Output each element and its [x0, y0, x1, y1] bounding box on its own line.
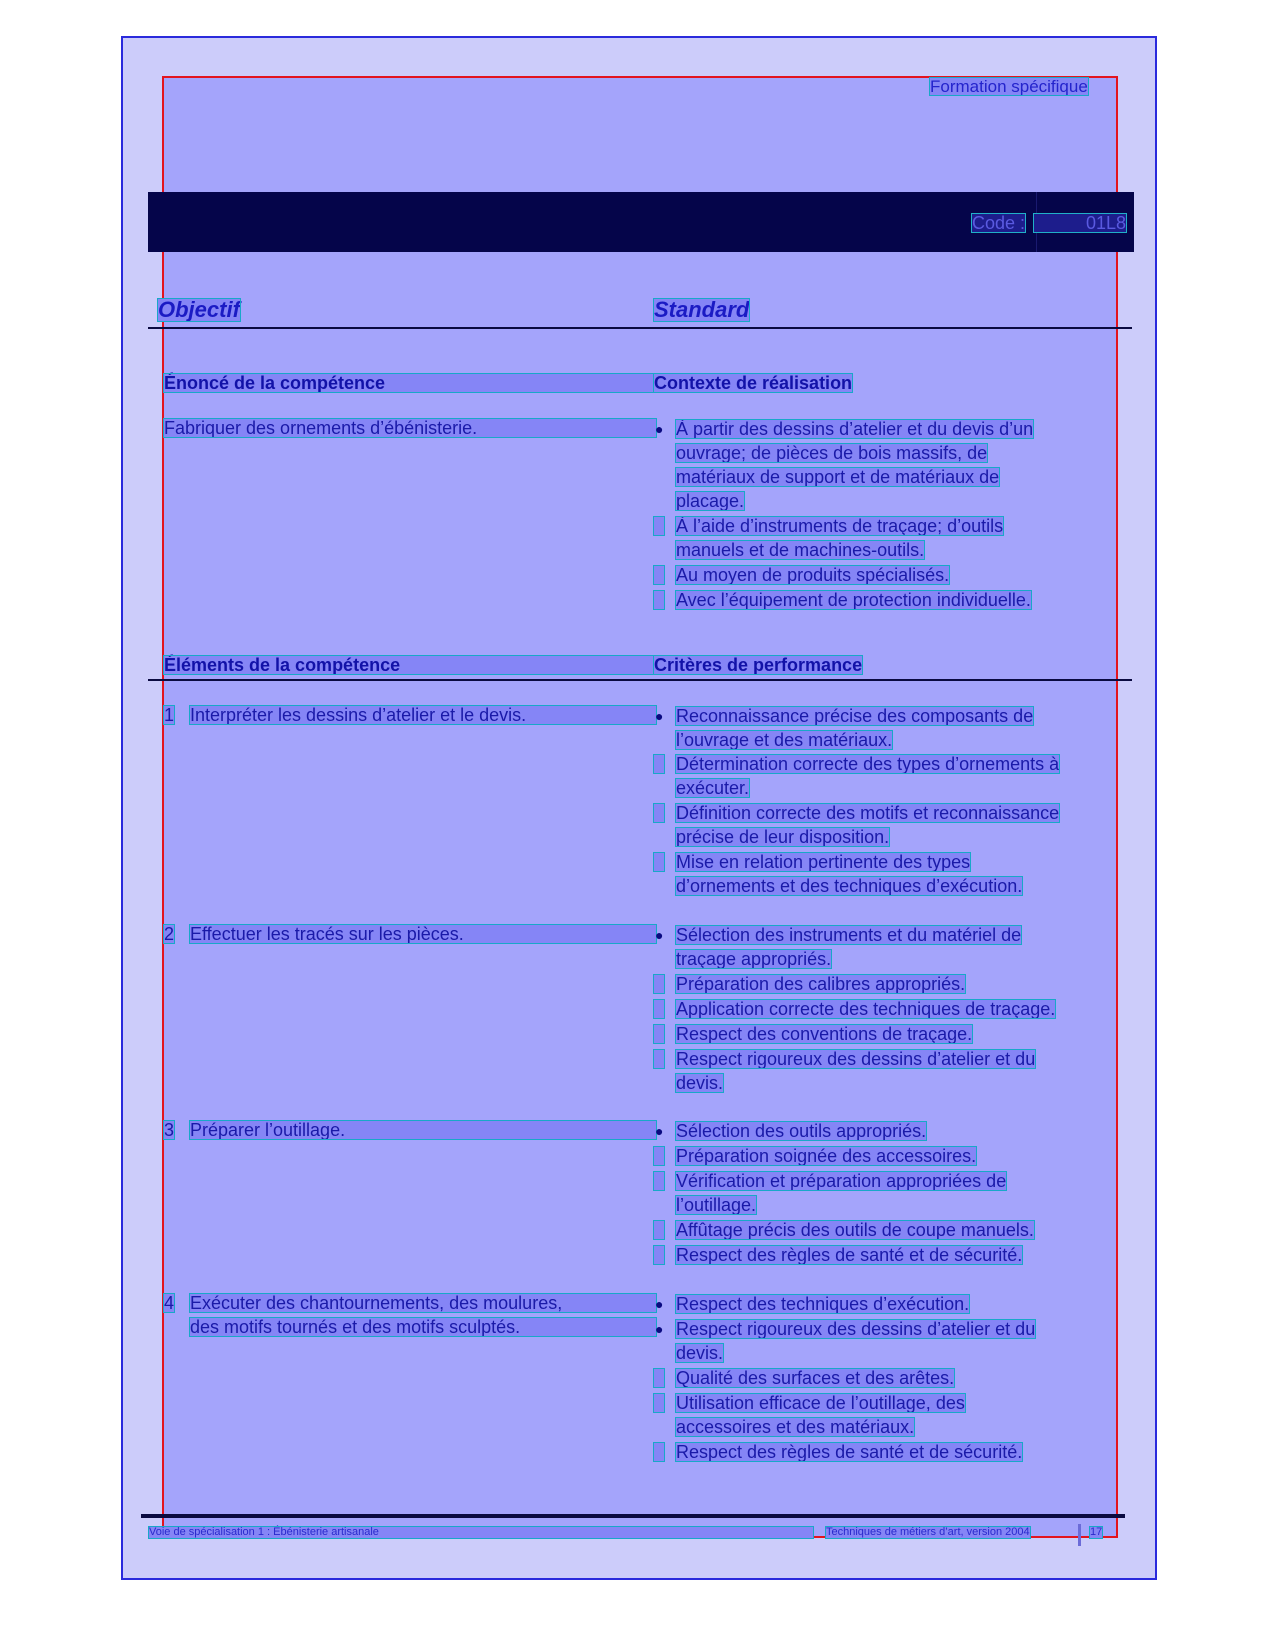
criterion-line: Respect rigoureux des dessins d’atelier et du [676, 1319, 1036, 1339]
context-line: À l’aide d’instruments de traçage; d’outils [676, 516, 1004, 536]
element-number: 3 [164, 1120, 175, 1140]
bullet-icon [654, 1050, 664, 1068]
context-line: ouvrage; de pièces de bois massifs, de [676, 443, 988, 463]
elements-heading: Éléments de la compétence [164, 656, 656, 674]
bullet-icon [654, 853, 664, 871]
element-number: 2 [164, 924, 175, 944]
criterion-line: traçage appropriés. [676, 949, 832, 969]
bullet-icon [654, 517, 664, 535]
competence-text: Fabriquer des ornements d’ébénisterie. [164, 419, 656, 437]
criterion-line: Affûtage précis des outils de coupe manuels. [676, 1220, 1034, 1240]
bullet-icon [654, 1443, 664, 1461]
criterion-line: Respect des règles de santé et de sécurité. [676, 1245, 1023, 1265]
bullet-icon [654, 755, 664, 773]
code-value: 01L8 [1034, 214, 1126, 232]
criterion-line: Vérification et préparation appropriées de [676, 1171, 1007, 1191]
bullet-icon [654, 1000, 664, 1018]
footer-separator [1078, 1524, 1081, 1546]
footer-rule [141, 1514, 1125, 1518]
column-title-objectif: Objectif [158, 297, 240, 322]
bullet-icon [654, 1246, 664, 1264]
context-line: matériaux de support et de matériaux de [676, 467, 1000, 487]
criterion-line: Respect rigoureux des dessins d’atelier et du [676, 1049, 1036, 1069]
criterion-line: Préparation soignée des accessoires. [676, 1146, 977, 1166]
element-text: des motifs tournés et des motifs sculptés. [190, 1318, 656, 1336]
element-number: 1 [164, 705, 175, 725]
criterion-line: accessoires et des matériaux. [676, 1417, 915, 1437]
bullet-icon: ● [655, 708, 664, 724]
criterion-line: Préparation des calibres appropriés. [676, 974, 966, 994]
competence-heading: Énoncé de la compétence [164, 374, 656, 392]
bullet-icon: ● [655, 1321, 664, 1337]
bullet-icon [654, 1147, 664, 1165]
bullet-icon: ● [655, 1123, 664, 1139]
formation-label: Formation spécifique [930, 77, 1088, 96]
code-label: Code : [972, 213, 1026, 233]
footer-right: Techniques de métiers d’art, version 2004 [826, 1526, 1030, 1538]
footer-left: Voie de spécialisation 1 : Ébénisterie artisanale [149, 1527, 813, 1538]
bullet-icon: ● [655, 421, 664, 437]
element-number: 4 [164, 1293, 175, 1313]
bullet-icon [654, 1172, 664, 1190]
title-rule [148, 327, 1132, 329]
criterion-line: Détermination correcte des types d’ornements à [676, 754, 1060, 774]
column-title-standard: Standard [654, 297, 750, 322]
criterion-line: l’outillage. [676, 1195, 757, 1215]
bullet-icon [654, 1221, 664, 1239]
elements-rule [148, 679, 1132, 681]
element-text: Exécuter des chantournements, des moulures, [190, 1294, 656, 1312]
context-line: placage. [676, 491, 745, 511]
bullet-icon [654, 566, 664, 584]
criterion-line: Définition correcte des motifs et reconnaissance [676, 803, 1060, 823]
element-text: Interpréter les dessins d’atelier et le devis. [190, 706, 656, 724]
criterion-line: Sélection des outils appropriés. [676, 1121, 927, 1141]
criterion-line: Application correcte des techniques de traçage. [676, 999, 1056, 1019]
bullet-icon [654, 1025, 664, 1043]
criterion-line: d’ornements et des techniques d’exécution. [676, 876, 1023, 896]
criterion-line: l’ouvrage et des matériaux. [676, 730, 893, 750]
criterion-line: Respect des règles de santé et de sécurité. [676, 1442, 1023, 1462]
criterion-line: exécuter. [676, 778, 750, 798]
context-line: À partir des dessins d’atelier et du devis d’un [676, 419, 1034, 439]
criterion-line: Reconnaissance précise des composants de [676, 706, 1034, 726]
bullet-icon: ● [655, 927, 664, 943]
context-line: manuels et de machines-outils. [676, 540, 925, 560]
criterion-line: devis. [676, 1343, 724, 1363]
criterion-line: Respect des techniques d’exécution. [676, 1294, 970, 1314]
context-line: Avec l’équipement de protection individuelle. [676, 590, 1031, 610]
criteria-heading: Critères de performance [654, 655, 863, 675]
criterion-line: Sélection des instruments et du matériel de [676, 925, 1022, 945]
bullet-icon [654, 1369, 664, 1387]
context-heading: Contexte de réalisation [654, 373, 853, 393]
context-line: Au moyen de produits spécialisés. [676, 565, 950, 585]
bullet-icon: ● [655, 1296, 664, 1312]
criterion-line: Utilisation efficace de l’outillage, des [676, 1393, 965, 1413]
element-text: Préparer l’outillage. [190, 1121, 656, 1139]
criterion-line: Qualité des surfaces et des arêtes. [676, 1368, 955, 1388]
criterion-line: Respect des conventions de traçage. [676, 1024, 973, 1044]
element-text: Effectuer les tracés sur les pièces. [190, 925, 656, 943]
bullet-icon [654, 1394, 664, 1412]
page-number: 17 [1090, 1526, 1103, 1538]
bullet-icon [654, 804, 664, 822]
criterion-line: Mise en relation pertinente des types [676, 852, 971, 872]
criterion-line: précise de leur disposition. [676, 827, 890, 847]
bullet-icon [654, 975, 664, 993]
criterion-line: devis. [676, 1073, 724, 1093]
bullet-icon [654, 591, 664, 609]
